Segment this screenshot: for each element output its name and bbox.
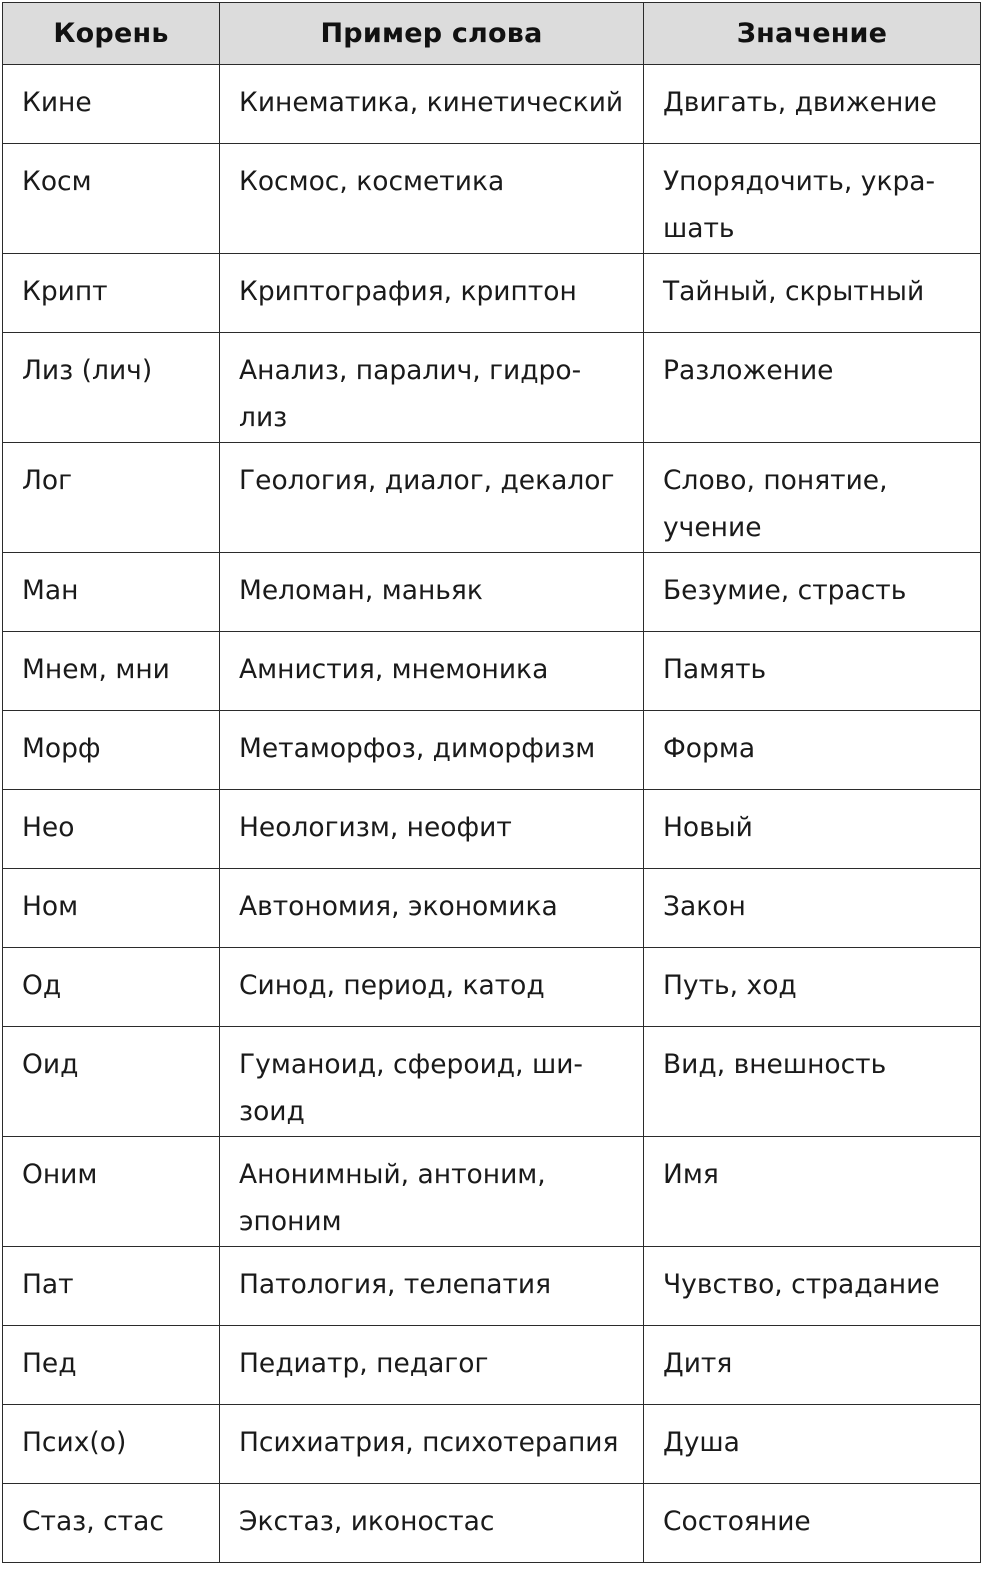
cell-root: Пат	[3, 1247, 220, 1326]
table-row	[3, 790, 981, 869]
cell-meaning: Двигать, движение	[644, 65, 981, 144]
cell-root: Лог	[3, 443, 220, 553]
cell-meaning: Безумие, страсть	[644, 553, 981, 632]
cell-example: Криптография, криптон	[220, 254, 644, 333]
cell-example: Экстаз, иконостас	[220, 1484, 644, 1563]
cell-meaning: Дитя	[644, 1326, 981, 1405]
cell-example: Меломан, маньяк	[220, 553, 644, 632]
cell-root: Ман	[3, 553, 220, 632]
cell-example: Анализ, паралич, гидро-лиз	[220, 333, 644, 443]
cell-root: Косм	[3, 144, 220, 254]
cell-example: Анонимный, антоним, эпоним	[220, 1137, 644, 1247]
cell-root: Мнем, мни	[3, 632, 220, 711]
cell-meaning: Слово, понятие, учение	[644, 443, 981, 553]
table-row	[3, 1405, 981, 1484]
cell-meaning: Путь, ход	[644, 948, 981, 1027]
table-row	[3, 1247, 981, 1326]
cell-meaning: Имя	[644, 1137, 981, 1247]
table-row	[3, 1027, 981, 1137]
cell-example: Педиатр, педагог	[220, 1326, 644, 1405]
cell-meaning: Упорядочить, укра-шать	[644, 144, 981, 254]
table-body	[3, 65, 981, 1563]
cell-root: Оним	[3, 1137, 220, 1247]
cell-root: Пед	[3, 1326, 220, 1405]
cell-example: Патология, телепатия	[220, 1247, 644, 1326]
table-row	[3, 869, 981, 948]
cell-root: Од	[3, 948, 220, 1027]
cell-meaning: Вид, внешность	[644, 1027, 981, 1137]
table-row	[3, 632, 981, 711]
cell-meaning: Форма	[644, 711, 981, 790]
cell-root: Лиз (лич)	[3, 333, 220, 443]
cell-meaning: Закон	[644, 869, 981, 948]
table-row	[3, 333, 981, 443]
cell-meaning: Память	[644, 632, 981, 711]
cell-root: Оид	[3, 1027, 220, 1137]
cell-root: Стаз, стас	[3, 1484, 220, 1563]
cell-example: Геология, диалог, декалог	[220, 443, 644, 553]
cell-root: Псих(о)	[3, 1405, 220, 1484]
table-row	[3, 553, 981, 632]
cell-example: Психиатрия, психотерапия	[220, 1405, 644, 1484]
cell-example: Метаморфоз, диморфизм	[220, 711, 644, 790]
table-row	[3, 1484, 981, 1563]
cell-example: Неологизм, неофит	[220, 790, 644, 869]
cell-root: Ном	[3, 869, 220, 948]
cell-root: Кине	[3, 65, 220, 144]
header-root: Корень	[3, 3, 220, 65]
table-row	[3, 948, 981, 1027]
cell-example: Синод, период, катод	[220, 948, 644, 1027]
table-header-row	[3, 3, 981, 65]
cell-example: Кинематика, кинетический	[220, 65, 644, 144]
header-meaning: Значение	[644, 3, 981, 65]
cell-example: Амнистия, мнемоника	[220, 632, 644, 711]
cell-meaning: Душа	[644, 1405, 981, 1484]
cell-meaning: Чувство, страдание	[644, 1247, 981, 1326]
cell-root: Морф	[3, 711, 220, 790]
cell-example: Гуманоид, сфероид, ши-зоид	[220, 1027, 644, 1137]
table-row	[3, 443, 981, 553]
table-row	[3, 144, 981, 254]
table-row	[3, 711, 981, 790]
cell-meaning: Новый	[644, 790, 981, 869]
header-example: Пример слова	[220, 3, 644, 65]
cell-meaning: Состояние	[644, 1484, 981, 1563]
table-row	[3, 254, 981, 333]
cell-example: Автономия, экономика	[220, 869, 644, 948]
table-row	[3, 1326, 981, 1405]
cell-meaning: Тайный, скрытный	[644, 254, 981, 333]
cell-example: Космос, косметика	[220, 144, 644, 254]
greek-roots-table	[2, 2, 981, 1563]
cell-root: Нео	[3, 790, 220, 869]
cell-root: Крипт	[3, 254, 220, 333]
table-row	[3, 1137, 981, 1247]
table-row	[3, 65, 981, 144]
cell-meaning: Разложение	[644, 333, 981, 443]
